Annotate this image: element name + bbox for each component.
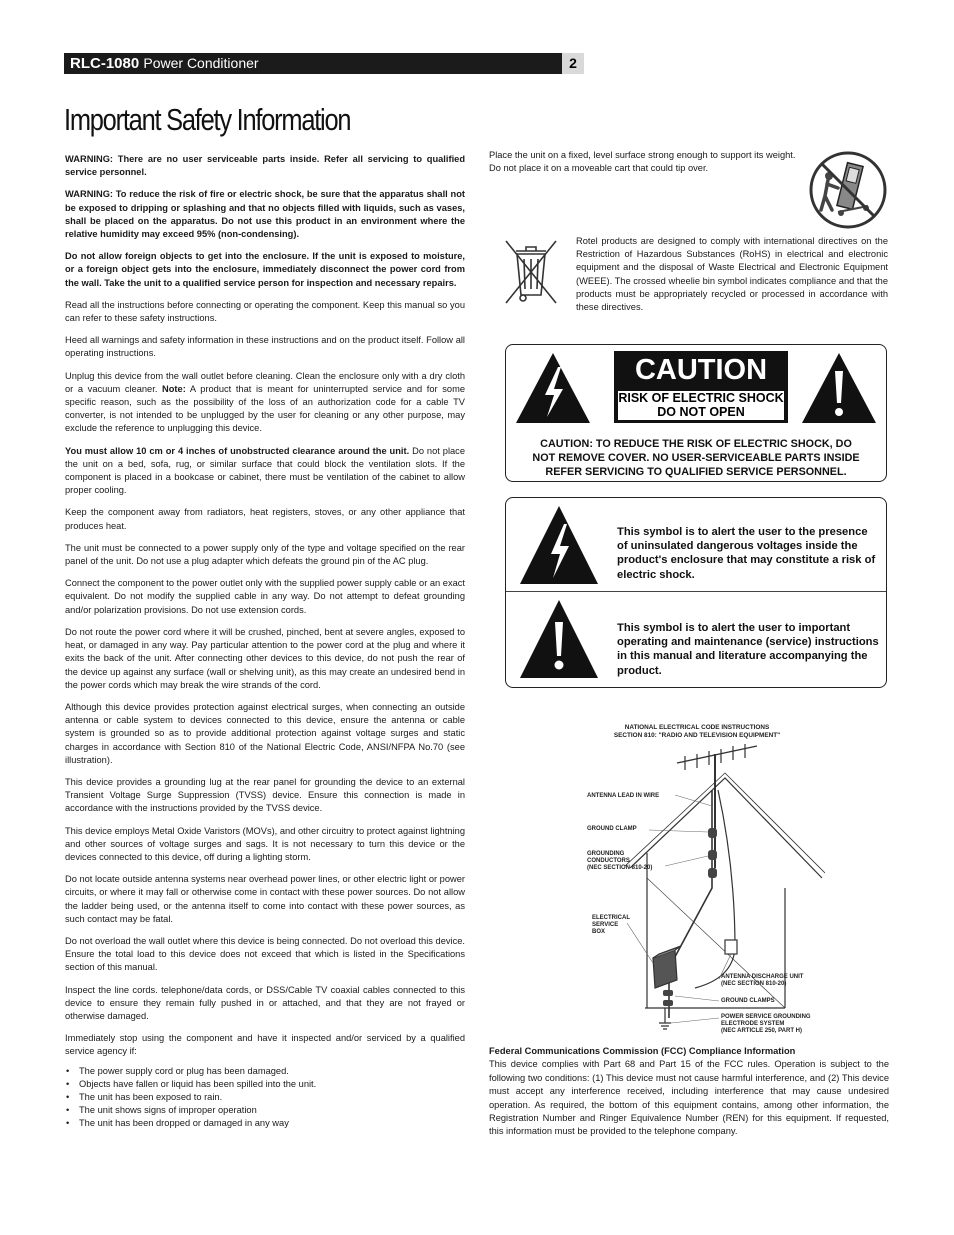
paragraph-text: Although this device provides protection against electrical surges, when connecting an outside antenna or cable system to devices connected to this device, ensure the antenna or cable system is grounded so as to provide additional protection against voltage surges and static charges in accordance with Section 810 of the National Electric Code, ANSI/NFPA No.70 (see illustration). — [65, 701, 465, 765]
paragraph — [65, 250, 465, 290]
diagram-label: GROUNDING — [587, 851, 625, 857]
crossed-wheelie-bin-icon — [502, 237, 560, 307]
paragraph-text: A product that is meant for uninterrupted service and for some specific reason, such as the possibility of the loss of an authorization code for a cable TV converter, is not intended to be unplugged by the user for cleaning or any other purpose, may exclude the reference to unplugging this device. — [65, 383, 465, 434]
paragraph — [65, 825, 465, 865]
page-number: 2 — [562, 53, 584, 74]
paragraph — [65, 188, 465, 241]
paragraph-text: Immediately stop using the component and have it inspected and/or serviced by a qualified service agency if: — [65, 1033, 465, 1057]
page-title: Important Safety Information — [64, 102, 351, 137]
paragraph-text: Unplug this device from the wall outlet before cleaning. Clean the enclosure only with a dry cloth or a vacuum cleaner. — [65, 370, 465, 394]
placement-line: Place the unit on a fixed, level surface strong enough to support its weight. — [489, 150, 796, 160]
list-item: • The unit has been exposed to rain. — [79, 1091, 465, 1104]
paragraph — [65, 935, 465, 975]
divider — [506, 591, 886, 592]
caution-subtitle — [618, 391, 784, 420]
paragraph — [65, 776, 465, 816]
paragraph — [65, 542, 465, 568]
page-header — [64, 53, 584, 74]
diagram-subtitle: SECTION 810: "RADIO AND TELEVISION EQUIPMENT" — [613, 732, 781, 739]
lightning-bolt-triangle-icon — [514, 351, 592, 425]
diagram-label: SERVICE — [592, 922, 619, 928]
caution-sub-line: DO NOT OPEN — [657, 405, 745, 419]
paragraph-text: Connect the component to the power outlet only with the supplied power supply cable or an exact equivalent. Do not modify the supplied cable in any way. Do not attempt to defeat grounding and/or polarization provisions. Do not use extension cords. — [65, 578, 466, 615]
list-item: • The power supply cord or plug has been damaged. — [79, 1065, 465, 1078]
paragraph-text: Do not locate outside antenna systems near overhead power lines, or other electric light or power circuits, or where it may fall or otherwise come in contact with these power sources. Do not allow the ladder being used, or the antenna itself to come into contact with these power sources, as such contact may be fatal. — [65, 874, 465, 924]
rohs-notice: Rotel products are designed to comply with international directives on the Restriction of Hazardous Substances (RoHS) in electrical and electronic equipment and the disposal of Waste Electrical and Electronic Equipment (WEEE). The crossed wheelie bin symbol indicates compliance and that the products must be appropriately recycled or processed in accordance with these directives. — [576, 236, 888, 313]
diagram-label: (NEC ARTICLE 250, PART H) — [721, 1028, 803, 1034]
fcc-heading: Federal Communications Commission (FCC) Compliance Information — [489, 1046, 796, 1056]
caution-word: CAUTION — [634, 354, 768, 386]
paragraph-text: Do not route the power cord where it will be crushed, pinched, bent at severe angles, exposed to heat, or damaged in any way. Pay particular attention to the power cord at the plug and where it exits the back of the unit. After connecting other devices to this device, do not push the rear of the device up against any surface (wall or shelving unit), as this may create an undesired bend in the power cords which may break the wire strands of the cord. — [65, 626, 465, 690]
caution-sub-line: RISK OF ELECTRIC SHOCK — [618, 391, 784, 405]
paragraph — [65, 506, 465, 532]
diagram-label: ELECTRODE SYSTEM — [721, 1021, 785, 1027]
paragraph — [65, 445, 465, 498]
model-name: RLC-1080 — [70, 55, 140, 72]
paragraph-text: The unit must be connected to a power supply only of the type and voltage specified on the rear panel of the unit. Do not use a plug adapter which defeats the ground pin of the AC plug. — [65, 542, 465, 567]
list-item: • The unit has been dropped or damaged in any way — [79, 1117, 465, 1130]
bolt-symbol-description: This symbol is to alert the user to the presence of uninsulated dangerous voltages inside the product's enclosure that may constitute a risk of electric shock. — [617, 526, 876, 581]
list-item: • Objects have fallen or liquid has been spilled into the unit. — [79, 1078, 465, 1091]
exclamation-triangle-icon — [800, 351, 878, 425]
paragraph-bold: WARNING: There are no user serviceable parts inside. Refer all servicing to qualified service personnel. — [65, 154, 465, 178]
caution-sign — [614, 351, 788, 423]
fcc-text: This device complies with Part 68 and Part 15 of the FCC rules. Operation is subject to the following two conditions: (1) This device must not cause harmful interference, and (2) This device must accept any interference received, including interference that may cause undesired operation. As required, the bottom of this equipment contains, among other information, the Registration Number and Ringer Equivalence Number (REN) for this equipment. If requested, this information must be provided to the telephone company. — [489, 1059, 889, 1137]
placement-line: Do not place it on a moveable cart that could tip over. — [489, 163, 709, 174]
paragraph-text: Do not overload the wall outlet where this device is being connected. Do not overload this device. Ensure the total load to this device does not exceed that which is listed in the Specifications section of this manual. — [65, 935, 465, 973]
caution-warning-text — [512, 437, 880, 479]
product-name: Power Conditioner — [143, 55, 259, 71]
diagram-label: GROUND CLAMPS — [721, 998, 775, 1004]
diagram-label: CONDUCTORS — [587, 858, 630, 864]
exclamation-triangle-icon — [518, 598, 600, 680]
paragraph — [65, 334, 465, 360]
paragraph-text: Heed all warnings and safety information in these instructions and on the product itself. Follow all operating instructions. — [65, 335, 465, 359]
diagram-label: BOX — [592, 929, 606, 935]
diagram-label: ANTENNA DISCHARGE UNIT — [721, 974, 804, 980]
diagram-label: ANTENNA LEAD IN WIRE — [587, 793, 660, 799]
paragraph — [65, 370, 465, 436]
no-cart-icon — [808, 150, 888, 230]
diagram-label: ELECTRICAL — [592, 915, 630, 921]
fcc-compliance — [489, 1045, 889, 1139]
paragraph — [65, 626, 465, 692]
paragraph-text: This device employs Metal Oxide Varistors (MOVs), and other circuitry to protect against lightning and other sources of voltage surges and sags. It is not necessary to turn this device or the devices connected to this device, off during a lighting storm. — [65, 825, 465, 862]
left-column — [65, 153, 465, 1131]
paragraph-text: Do not place the unit on a bed, sofa, rug, or similar surface that could block the ventilation slots. If the component is placed in a bookcase or cabinet, there must be ventilation of the cabinet to allow proper cooling. — [65, 445, 466, 496]
list-item: • The unit shows signs of improper operation — [79, 1104, 465, 1117]
note-label: Note: — [162, 383, 186, 394]
paragraph — [65, 701, 465, 767]
placement-note — [489, 149, 819, 175]
paragraph — [65, 153, 465, 179]
caution-label — [505, 344, 887, 482]
caution-text-line: REFER SERVICING TO QUALIFIED SERVICE PERSONNEL. — [545, 466, 847, 478]
exclamation-symbol-description: This symbol is to alert the user to important operating and maintenance (service) instructions in this manual and literature accompanying the product. — [617, 622, 879, 677]
lightning-bolt-triangle-icon — [518, 504, 600, 586]
symbols-legend — [505, 497, 887, 688]
paragraph-text: This device provides a grounding lug at the rear panel for grounding the device to an external Transient Voltage Surge Suppression (TVSS) device. Ensure this connection is made in accordance with the instructions provided by the TVSS device. — [65, 776, 465, 814]
paragraph — [65, 984, 465, 1024]
paragraph — [65, 873, 465, 926]
paragraph-text: Keep the component away from radiators, heat registers, stoves, or any other appliance that produces heat. — [65, 507, 465, 531]
paragraph-text: Inspect the line cords. telephone/data cords, or DSS/Cable TV coaxial cables connected to this device to ensure they remain fully pushed in or attached, and that they are not frayed or otherwise damaged. — [65, 984, 465, 1021]
paragraph-bold: WARNING: To reduce the risk of fire or electric shock, be sure that the apparatus shall not be exposed to dripping or splashing and that no objects filled with liquids, such as vases, shall be placed on the apparatus. Do not use this product in an environment where the relative humidity may exceed 95% (non-condensing). — [65, 189, 465, 240]
diagram-label: (NEC SECTION 810-20) — [721, 981, 787, 987]
paragraph-bold: Do not allow foreign objects to get into the enclosure. If the unit is exposed to moisture, or a foreign object gets into the enclosure, immediately disconnect the power cord from the wall. Take the unit to a qualified service person for inspection and necessary repairs. — [65, 251, 465, 288]
diagram-label: POWER SERVICE GROUNDING — [721, 1014, 811, 1020]
header-title — [70, 55, 259, 72]
antenna-grounding-diagram — [585, 718, 825, 1040]
paragraph — [65, 299, 465, 325]
paragraph — [65, 1032, 465, 1058]
diagram-title: NATIONAL ELECTRICAL CODE INSTRUCTIONS — [624, 724, 770, 731]
caution-text-line: CAUTION: TO REDUCE THE RISK OF ELECTRIC SHOCK, DO — [540, 438, 852, 450]
paragraph — [65, 577, 465, 617]
paragraph-text: Read all the instructions before connecting or operating the component. Keep this manual so you can refer to these safety instructions. — [65, 299, 465, 324]
diagram-label: (NEC SECTION 810-20) — [587, 865, 653, 871]
caution-text-line: NOT REMOVE COVER. NO USER-SERVICEABLE PARTS INSIDE — [532, 452, 860, 464]
diagram-label: GROUND CLAMP — [587, 826, 637, 832]
bullet-list — [65, 1065, 465, 1131]
paragraph-bold: You must allow 10 cm or 4 inches of unobstructed clearance around the unit. — [65, 445, 410, 456]
